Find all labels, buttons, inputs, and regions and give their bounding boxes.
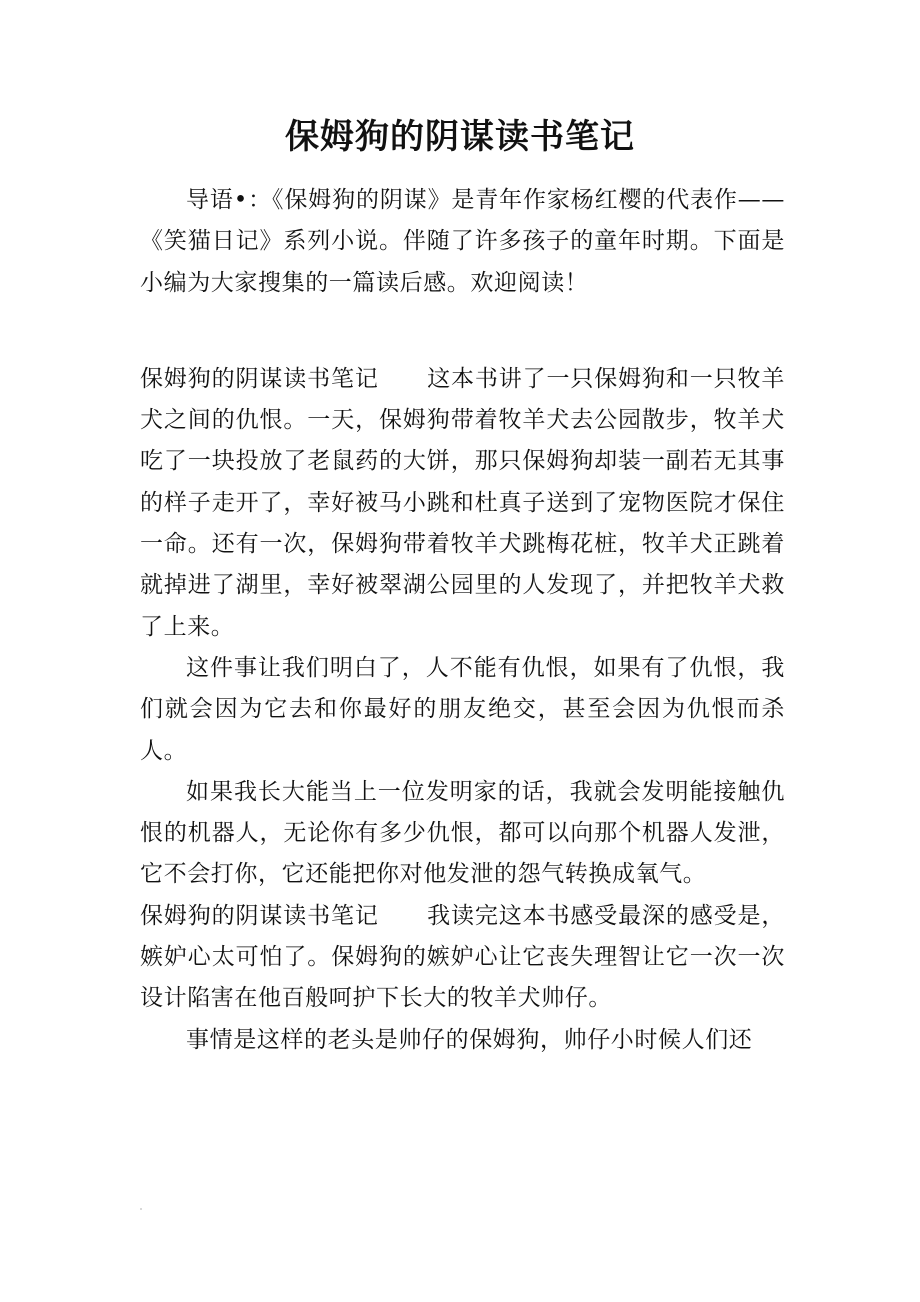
scan-mark [140,1208,142,1210]
intro-paragraph: 导语•：《保姆狗的阴谋》是青年作家杨红樱的代表作——《笑猫日记》系列小说。伴随了许多孩子的童年时期。下面是小编为大家搜集的一篇读后感。欢迎阅读！ [140,187,785,296]
section-gap [140,304,785,359]
document-title: 保姆狗的阴谋读书笔记 [285,117,635,157]
section2-paragraph1: 我读完这本书感受最深的感受是，嫉妒心太可怕了。保姆狗的嫉妒心让它丧失理智让它一次一次设计陷害在他百般呵护下长大的牧羊犬帅仔。 [140,902,786,1012]
document-body [140,180,785,1061]
section1-paragraph3: 如果我长大能当上一位发明家的话，我就会发明能接触仇恨的机器人，无论你有多少仇恨，都可以向那个机器人发泄，它不会打你，它还能把你对他发泄的怨气转换成氧气。 [140,778,785,888]
section2-first-paragraph [140,896,785,1020]
section1-paragraph2: 这件事让我们明白了，人不能有仇恨，如果有了仇恨，我们就会因为它去和你最好的朋友绝交，甚至会因为仇恨而杀人。 [140,654,785,764]
section2-paragraph2: 事情是这样的老头是帅仔的保姆狗，帅仔小时候人们还 [186,1026,753,1053]
section1-heading: 保姆狗的阴谋读书笔记 [140,365,379,392]
section1-paragraph1: 这本书讲了一只保姆狗和一只牧羊犬之间的仇恨。一天，保姆狗带着牧羊犬去公园散步，牧羊犬吃了一块投放了老鼠药的大饼，那只保姆狗却装一副若无其事的样子走开了，幸好被马小跳和杜真子送到了宠物医院才保住一命。还有一次，保姆狗带着牧羊犬跳梅花桩，牧羊犬正跳着就掉进了湖里，幸好被翠湖公园里的人发现了，并把牧羊犬救了上来。 [140,365,786,640]
section1-first-paragraph [140,359,785,648]
section2-heading: 保姆狗的阴谋读书笔记 [140,902,379,929]
